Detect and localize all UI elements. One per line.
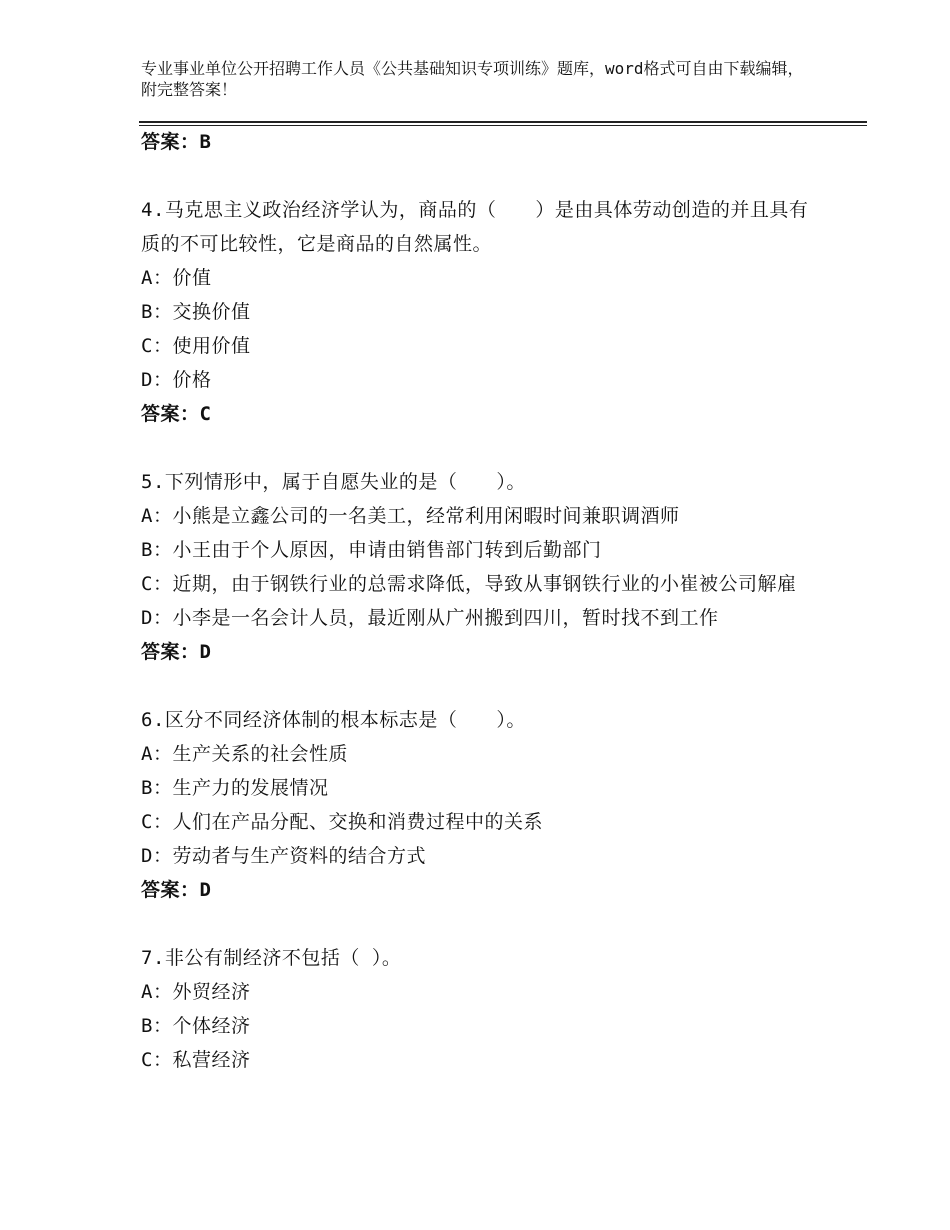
option-a: A：生产关系的社会性质 [141,743,348,765]
question-5 [141,465,821,669]
answer: 答案：D [141,879,212,901]
option-b: B：交换价值 [141,301,251,323]
question-stem: 4.马克思主义政治经济学认为，商品的（ ）是由具体劳动创造的并且具有质的不可比较性，它是商品的自然属性。 [141,199,809,255]
question-4 [141,193,821,431]
option-d: D：小李是一名会计人员，最近刚从广州搬到四川，暂时找不到工作 [141,607,719,629]
option-a: A：小熊是立鑫公司的一名美工，经常利用闲暇时间兼职调酒师 [141,505,680,527]
spacer [141,431,821,465]
question-7 [141,941,821,1077]
header-divider-thick [139,121,867,123]
option-a: A：价值 [141,267,212,289]
option-c: C：私营经济 [141,1049,251,1071]
spacer [141,669,821,703]
spacer [141,159,821,193]
option-b: B：个体经济 [141,1015,251,1037]
question-6 [141,703,821,907]
page-header: 专业事业单位公开招聘工作人员《公共基础知识专项训练》题库，word格式可自由下载编辑，附完整答案！ [141,59,804,99]
option-b: B：生产力的发展情况 [141,777,329,799]
answer: 答案：D [141,641,212,663]
question-stem: 5.下列情形中，属于自愿失业的是（ ）。 [141,471,526,493]
answer: 答案：C [141,403,212,425]
option-c: C：人们在产品分配、交换和消费过程中的关系 [141,811,543,833]
option-b: B：小王由于个人原因，申请由销售部门转到后勤部门 [141,539,602,561]
option-d: D：价格 [141,369,212,391]
previous-answer: 答案：B [141,131,212,153]
question-list [141,125,821,1077]
option-c: C：近期，由于钢铁行业的总需求降低，导致从事钢铁行业的小崔被公司解雇 [141,573,797,595]
spacer [141,907,821,941]
question-stem: 6.区分不同经济体制的根本标志是（ ）。 [141,709,526,731]
option-c: C：使用价值 [141,335,251,357]
option-a: A：外贸经济 [141,981,251,1003]
question-stem: 7.非公有制经济不包括（ ）。 [141,947,402,969]
option-d: D：劳动者与生产资料的结合方式 [141,845,426,867]
